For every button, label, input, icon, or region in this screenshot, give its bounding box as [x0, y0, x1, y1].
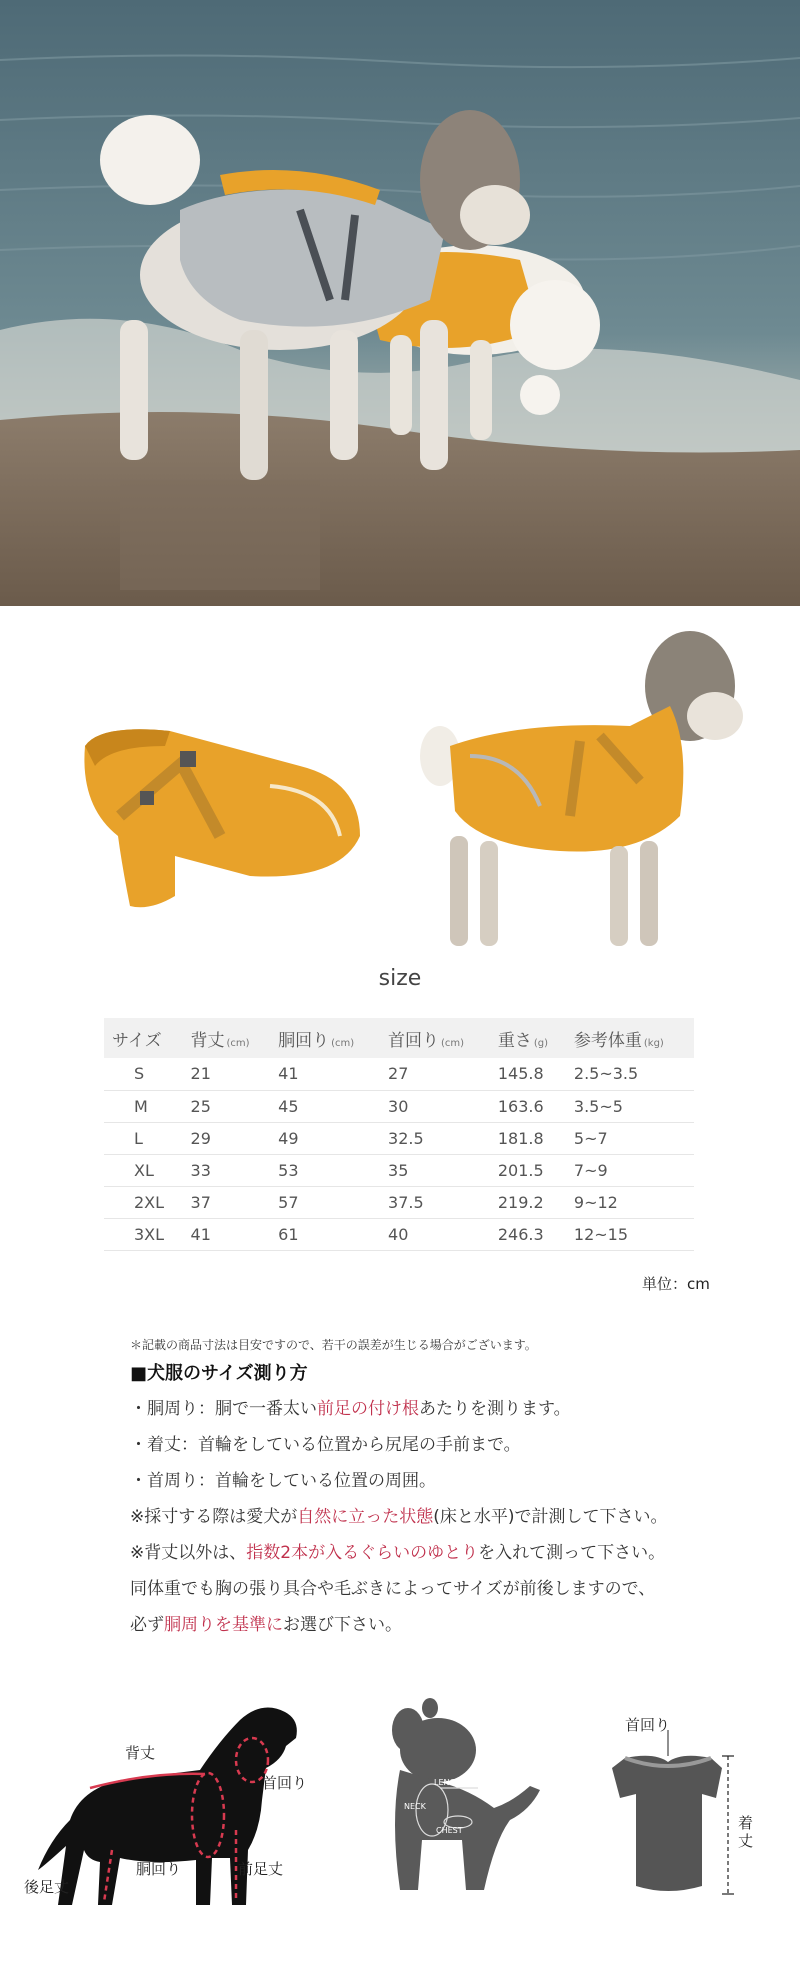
label-back-length: 背丈	[125, 1744, 156, 1762]
header-size: サイズ	[104, 1018, 183, 1058]
cell-weight: 246.3	[490, 1218, 566, 1250]
cell-size: M	[104, 1090, 183, 1122]
note-line-variation: 同体重でも胸の張り具合や毛ぶきによってサイズが前後しますので、	[130, 1579, 656, 1599]
cell-size: 3XL	[104, 1218, 183, 1250]
cell-size: S	[104, 1058, 183, 1090]
raincoat-image	[84, 729, 360, 907]
cell-chest: 61	[270, 1218, 380, 1250]
note-line-neck: ・首周り：首輪をしている位置の周囲。	[130, 1471, 436, 1491]
cell-back-length: 25	[183, 1090, 271, 1122]
cell-size: L	[104, 1122, 183, 1154]
hero-photo	[0, 0, 800, 606]
note-line-choose: 必ず胴周りを基準にお選び下さい。	[130, 1615, 402, 1635]
cell-neck: 32.5	[380, 1122, 490, 1154]
header-neck: 首回り (cm)	[380, 1018, 490, 1058]
header-back-length: 背丈 (cm)	[183, 1018, 271, 1058]
label-length-en: LENGTH	[434, 1778, 467, 1787]
measurement-diagrams	[0, 1690, 800, 1930]
cell-neck: 30	[380, 1090, 490, 1122]
cell-ref-weight: 12~15	[566, 1218, 694, 1250]
product-images	[0, 606, 800, 966]
table-row	[104, 1154, 694, 1186]
label-shirt-length: 着丈	[738, 1814, 754, 1850]
cell-chest: 53	[270, 1154, 380, 1186]
cell-back-length: 41	[183, 1218, 271, 1250]
cell-weight: 145.8	[490, 1058, 566, 1090]
label-chest: 胴回り	[136, 1860, 182, 1878]
cell-neck: 35	[380, 1154, 490, 1186]
cell-ref-weight: 9~12	[566, 1186, 694, 1218]
table-row	[104, 1186, 694, 1218]
cell-weight: 163.6	[490, 1090, 566, 1122]
cell-neck: 40	[380, 1218, 490, 1250]
size-table	[104, 1018, 694, 1251]
measure-heading: ■犬服のサイズ測り方	[130, 1363, 308, 1384]
label-shirt-neck: 首回り	[625, 1716, 671, 1734]
cell-ref-weight: 3.5~5	[566, 1090, 694, 1122]
label-neck-en: NECK	[404, 1802, 426, 1811]
cartoon-dog-icon	[392, 1698, 540, 1890]
label-hind-leg: 後足丈	[24, 1878, 70, 1896]
cell-back-length: 37	[183, 1186, 271, 1218]
table-row	[104, 1058, 694, 1090]
cell-neck: 27	[380, 1058, 490, 1090]
cell-ref-weight: 2.5~3.5	[566, 1058, 694, 1090]
cell-size: XL	[104, 1154, 183, 1186]
cell-chest: 49	[270, 1122, 380, 1154]
table-row	[104, 1218, 694, 1250]
cell-weight: 219.2	[490, 1186, 566, 1218]
cell-ref-weight: 5~7	[566, 1122, 694, 1154]
label-chest-en: CHEST	[436, 1826, 463, 1835]
note-line-posture: ※採寸する際は愛犬が自然に立った状態(床と水平)で計測して下さい。	[130, 1507, 668, 1527]
cell-size: 2XL	[104, 1186, 183, 1218]
note-line-room: ※背丈以外は、指数2本が入るぐらいのゆとりを入れて測って下さい。	[130, 1543, 666, 1563]
cell-back-length: 33	[183, 1154, 271, 1186]
cell-chest: 57	[270, 1186, 380, 1218]
unit-note: 単位：cm	[642, 1275, 710, 1293]
cell-chest: 45	[270, 1090, 380, 1122]
note-line-chest: ・胴周り：胴で一番太い前足の付け根あたりを測ります。	[130, 1399, 571, 1419]
note-line-length: ・着丈：首輪をしている位置から尻尾の手前まで。	[130, 1435, 521, 1455]
dog-shirt-icon	[612, 1730, 734, 1894]
header-ref-weight: 参考体重 (kg)	[566, 1018, 694, 1058]
disclaimer: ＊記載の商品寸法は目安ですので、若干の誤差が生じる場合がございます。	[130, 1338, 537, 1352]
cell-weight: 181.8	[490, 1122, 566, 1154]
cell-chest: 41	[270, 1058, 380, 1090]
cell-back-length: 21	[183, 1058, 271, 1090]
cell-weight: 201.5	[490, 1154, 566, 1186]
table-row	[104, 1122, 694, 1154]
measurement-notes	[130, 1336, 770, 1643]
cell-neck: 37.5	[380, 1186, 490, 1218]
label-neck: 首回り	[262, 1774, 308, 1792]
cell-ref-weight: 7~9	[566, 1154, 694, 1186]
cell-back-length: 29	[183, 1122, 271, 1154]
table-row	[104, 1090, 694, 1122]
table-header-row	[104, 1018, 694, 1058]
dog-wearing-coat-image	[420, 631, 743, 946]
header-chest: 胴回り (cm)	[270, 1018, 380, 1058]
header-weight: 重さ (g)	[490, 1018, 566, 1058]
size-title: size	[378, 966, 422, 991]
label-front-leg: 前足丈	[238, 1860, 284, 1878]
